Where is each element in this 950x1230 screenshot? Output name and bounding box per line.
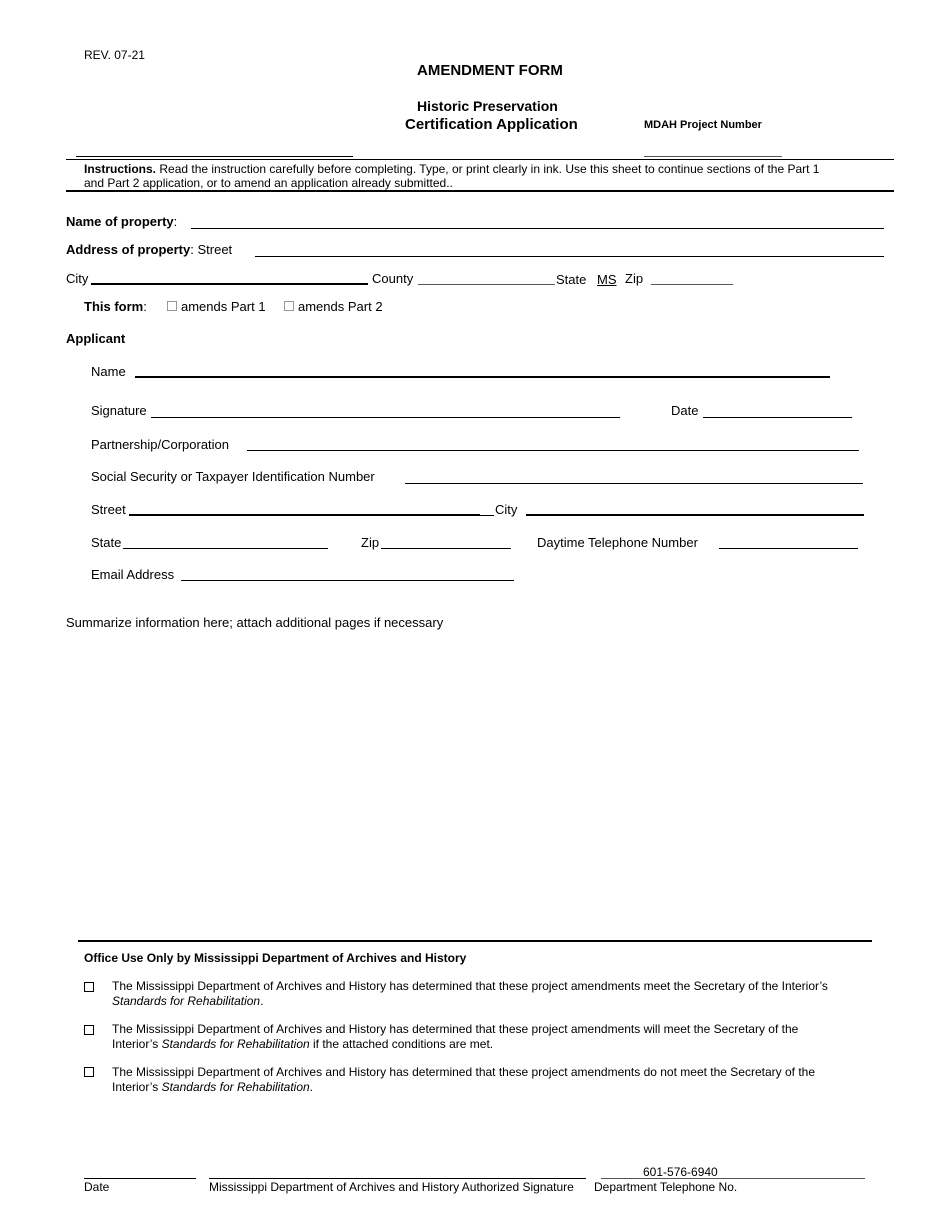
applicant-phone-field[interactable]	[719, 548, 858, 549]
applicant-ssn-field[interactable]	[405, 483, 863, 484]
this-form-label: This form	[84, 299, 144, 314]
subtitle-line1: Historic Preservation	[417, 98, 558, 114]
applicant-state-field[interactable]	[123, 548, 328, 549]
property-name-label: Name of property	[66, 214, 174, 229]
footer-phone-label: Department Telephone No.	[594, 1180, 738, 1194]
header-rule-left	[76, 156, 353, 157]
applicant-email-label: Email Address	[91, 567, 175, 582]
office-item-2-italic: Standards for Rehabilitation	[161, 1036, 310, 1051]
applicant-ssn-label: Social Security or Taxpayer Identification Number	[91, 469, 375, 484]
applicant-state-label: State	[91, 535, 122, 550]
applicant-street-field[interactable]	[129, 514, 480, 516]
subtitle-line2: Certification Application	[405, 116, 578, 133]
office-use-heading: Office Use Only by Mississippi Department of Archives and History	[84, 951, 467, 965]
footer-signature-field[interactable]	[209, 1178, 586, 1179]
amends-part1-checkbox[interactable]	[167, 301, 177, 311]
instructions-top-rule	[66, 159, 894, 160]
applicant-zip-label: Zip	[361, 535, 380, 550]
office-checkbox-1[interactable]	[84, 982, 94, 992]
office-item-1-italic: Standards for Rehabilitation	[112, 993, 261, 1008]
office-checkbox-2[interactable]	[84, 1025, 94, 1035]
summary-instruction: Summarize information here; attach additional pages if necessary	[66, 615, 444, 630]
property-address-row	[66, 242, 232, 257]
instructions-bottom-rule	[66, 190, 894, 192]
property-name-colon: :	[173, 214, 178, 229]
office-item-1	[112, 979, 857, 1008]
applicant-street-label: Street	[91, 502, 126, 517]
property-state-label: State	[556, 272, 587, 287]
amends-part1-option[interactable]	[167, 299, 266, 314]
property-address-label: Address of property	[66, 242, 191, 257]
this-form-row	[84, 299, 147, 314]
office-item-3-line1: The Mississippi Department of Archives and History has determined that these project amendments do not meet the Secretary of the	[112, 1065, 816, 1079]
footer-phone-field[interactable]	[601, 1178, 865, 1179]
footer-date-field[interactable]	[84, 1178, 196, 1179]
applicant-date-field[interactable]	[703, 417, 852, 418]
instructions	[84, 162, 819, 190]
applicant-signature-field[interactable]	[151, 417, 620, 418]
applicant-heading: Applicant	[66, 331, 126, 346]
office-item-1-line1: The Mississippi Department of Archives and History has determined that these project amendments meet the Secretary of the Interior’s	[112, 979, 828, 993]
this-form-colon: :	[143, 299, 147, 314]
office-item-3-pre: Interior’s	[112, 1079, 162, 1094]
revision-label: REV. 07-21	[84, 48, 145, 62]
applicant-date-label: Date	[671, 403, 699, 418]
applicant-zip-field[interactable]	[381, 548, 511, 549]
office-item-2-line1: The Mississippi Department of Archives and History has determined that these project amendments will meet the Secretary of the	[112, 1022, 799, 1036]
office-use-rule	[78, 940, 872, 942]
amends-part2-label: amends Part 2	[298, 299, 383, 314]
applicant-name-field[interactable]	[135, 376, 830, 378]
office-item-3-post: .	[309, 1079, 314, 1094]
footer-date-label: Date	[84, 1180, 110, 1194]
office-item-3-italic: Standards for Rehabilitation	[161, 1079, 310, 1094]
office-item-2-pre: Interior’s	[112, 1036, 162, 1051]
office-checkbox-3[interactable]	[84, 1067, 94, 1077]
property-name-field[interactable]	[191, 228, 884, 229]
applicant-partnership-label: Partnership/Corporation	[91, 437, 230, 452]
footer-signature-label: Mississippi Department of Archives and History Authorized Signature	[209, 1180, 574, 1194]
office-item-2	[112, 1022, 857, 1051]
applicant-city-field[interactable]	[526, 514, 864, 516]
office-item-3	[112, 1065, 857, 1094]
applicant-partnership-field[interactable]	[247, 450, 859, 451]
applicant-city-label: City	[495, 502, 518, 517]
property-county-field[interactable]	[418, 284, 555, 285]
property-street-label: : Street	[190, 242, 233, 257]
office-phone-value: 601-576-6940	[643, 1165, 718, 1179]
property-zip-label: Zip	[625, 271, 644, 286]
office-item-1-post: .	[260, 993, 264, 1008]
property-city-field[interactable]	[91, 283, 368, 285]
office-item-2-post: if the attached conditions are met.	[309, 1036, 494, 1051]
property-zip-field[interactable]	[651, 284, 733, 285]
amends-part2-option[interactable]	[284, 299, 383, 314]
applicant-name-label: Name	[91, 364, 126, 379]
instructions-text-1: Read the instruction carefully before completing. Type, or print clearly in ink. Use this sheet to continue sections of the Part 1	[156, 162, 820, 176]
applicant-signature-label: Signature	[91, 403, 147, 418]
property-street-field[interactable]	[255, 256, 884, 257]
instructions-text-2: and Part 2 application, or to amend an application already submitted..	[84, 176, 453, 190]
property-state-value[interactable]: MS	[597, 272, 617, 287]
applicant-phone-label: Daytime Telephone Number	[537, 535, 698, 550]
applicant-street-field-tail	[480, 515, 494, 516]
applicant-email-field[interactable]	[181, 580, 514, 581]
property-county-label: County	[372, 271, 414, 286]
project-number-field[interactable]	[644, 156, 782, 157]
amends-part2-checkbox[interactable]	[284, 301, 294, 311]
property-city-label: City	[66, 271, 89, 286]
summary-area[interactable]	[66, 640, 894, 930]
instructions-label: Instructions.	[84, 162, 157, 176]
project-number-label: MDAH Project Number	[644, 119, 762, 131]
amends-part1-label: amends Part 1	[181, 299, 266, 314]
property-name-row	[66, 214, 177, 229]
page-title: AMENDMENT FORM	[417, 62, 563, 79]
